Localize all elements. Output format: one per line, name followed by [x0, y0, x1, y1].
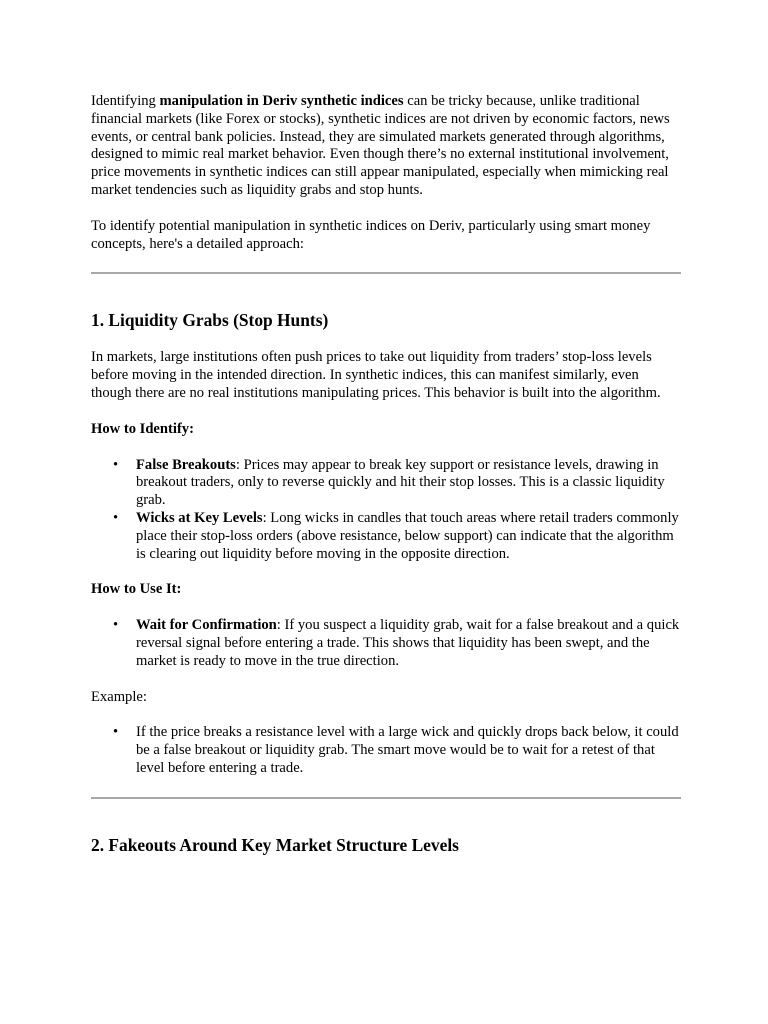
liquidity-grabs-body: In markets, large institutions often push prices to take out liquidity from traders’ stop-loss levels before moving in the intended direction. In synthetic indices, this can manifest similarly, even though there are no real institutions manipulating prices. This behavior is built into the algorithm. [91, 349, 661, 401]
how-to-identify-label: How to Identify: [91, 420, 194, 437]
section-heading-fakeouts: 2. Fakeouts Around Key Market Structure Levels [91, 834, 459, 855]
identify-list [91, 457, 681, 564]
intro-text-suffix: can be tricky because, unlike traditional financial markets (like Forex or stocks), synthetic indices are not driven by economic factors, news events, or central bank policies. Instead, they are simulated markets generated through algorithms, designed to mimic real market behavior. Even though there’s no external institutional involvement, price movements in synthetic indices can still appear manipulated, especially when mimicking real market tendencies such as liquidity grabs and stop hunts. [91, 93, 670, 198]
section-heading-liquidity-grabs: 1. Liquidity Grabs (Stop Hunts) [91, 310, 329, 331]
intro-bold-phrase: manipulation in Deriv synthetic indices [159, 93, 404, 109]
list-item-text: : If you suspect a liquidity grab, wait for a false breakout and a quick reversal signal before entering a trade. This shows that liquidity has been swept, and the market is ready to move in the true direction. [136, 617, 680, 669]
list-item-term: Wicks at Key Levels [136, 509, 263, 526]
list-item-wicks-at-key-levels [91, 510, 681, 563]
how-to-use-label: How to Use It: [91, 581, 182, 598]
list-item-example: • If the price breaks a resistance level with a large wick and quickly drops back below, it could be a false breakout or liquidity grab. The smart move would be to wait for a retest of that level before entering a trade. [91, 724, 681, 777]
list-item-false-breakouts [91, 457, 681, 510]
example-label: Example: [91, 688, 147, 705]
list-item-term: Wait for Confirmation [136, 617, 277, 634]
section-divider [91, 272, 681, 274]
list-item-term: False Breakouts [136, 456, 236, 473]
example-list [91, 724, 681, 777]
section-divider [91, 797, 681, 799]
approach-paragraph: To identify potential manipulation in synthetic indices on Deriv, particularly using smart money concepts, here's a detailed approach: [91, 217, 651, 252]
use-list [91, 617, 681, 670]
intro-text-prefix: Identifying [91, 93, 160, 109]
document-page [91, 93, 681, 855]
intro-paragraph [91, 93, 681, 200]
list-item-text: : Long wicks in candles that touch areas where retail traders commonly place their stop-loss orders (above resistance, below support) can indicate that the algorithm is clearing out liquidity before moving in the opposite direction. [136, 509, 679, 562]
list-item-wait-for-confirmation [91, 617, 681, 670]
list-item-text: : Prices may appear to break key support or resistance levels, drawing in breakout traders, only to reverse quickly and hit their stop losses. This is a classic liquidity grab. [136, 456, 665, 509]
